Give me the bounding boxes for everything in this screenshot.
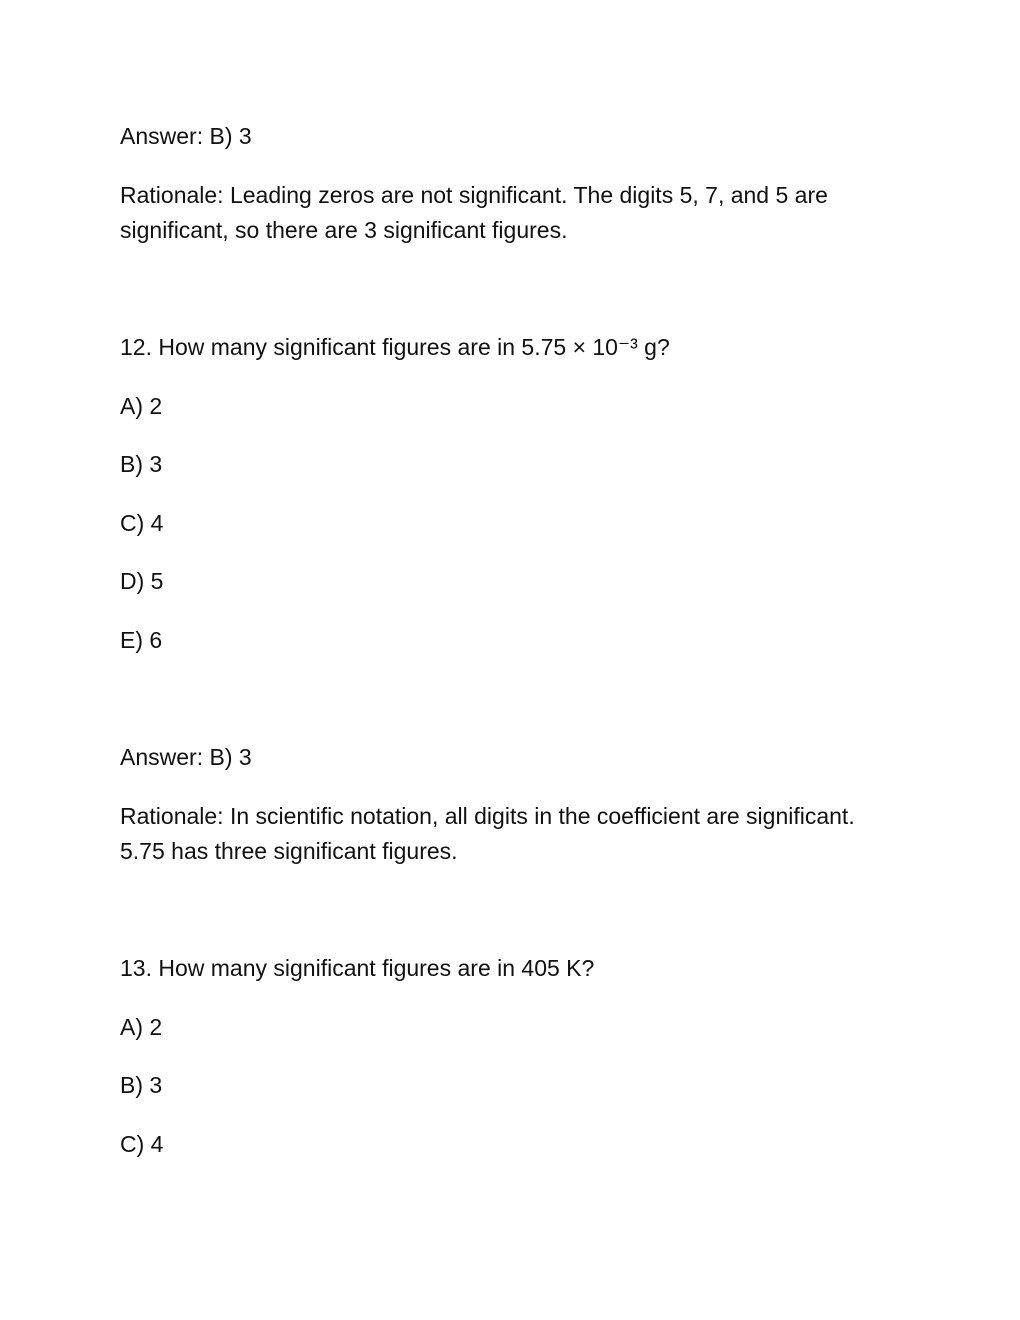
- option-b: B) 3: [120, 1072, 163, 1098]
- rationale-text: Rationale: Leading zeros are not significant. The digits 5, 7, and 5 are significant, so there are 3 significant figures.: [120, 182, 828, 243]
- option-b: B) 3: [120, 451, 163, 477]
- question-13-text: 13. How many significant figures are in 405 K?: [120, 955, 595, 981]
- option-a: A) 2: [120, 393, 163, 419]
- question-12-text: 12. How many significant figures are in 5.75 × 10⁻³ g?: [120, 334, 670, 360]
- answer-text: Answer: B) 3: [120, 123, 252, 149]
- option-c: C) 4: [120, 510, 164, 536]
- option-c: C) 4: [120, 1131, 164, 1157]
- answer-text: Answer: B) 3: [120, 744, 252, 770]
- rationale-text: Rationale: In scientific notation, all digits in the coefficient are significant. 5.75 has three significant figures.: [120, 803, 855, 864]
- option-e: E) 6: [120, 627, 163, 653]
- option-d: D) 5: [120, 568, 164, 594]
- option-a: A) 2: [120, 1014, 163, 1040]
